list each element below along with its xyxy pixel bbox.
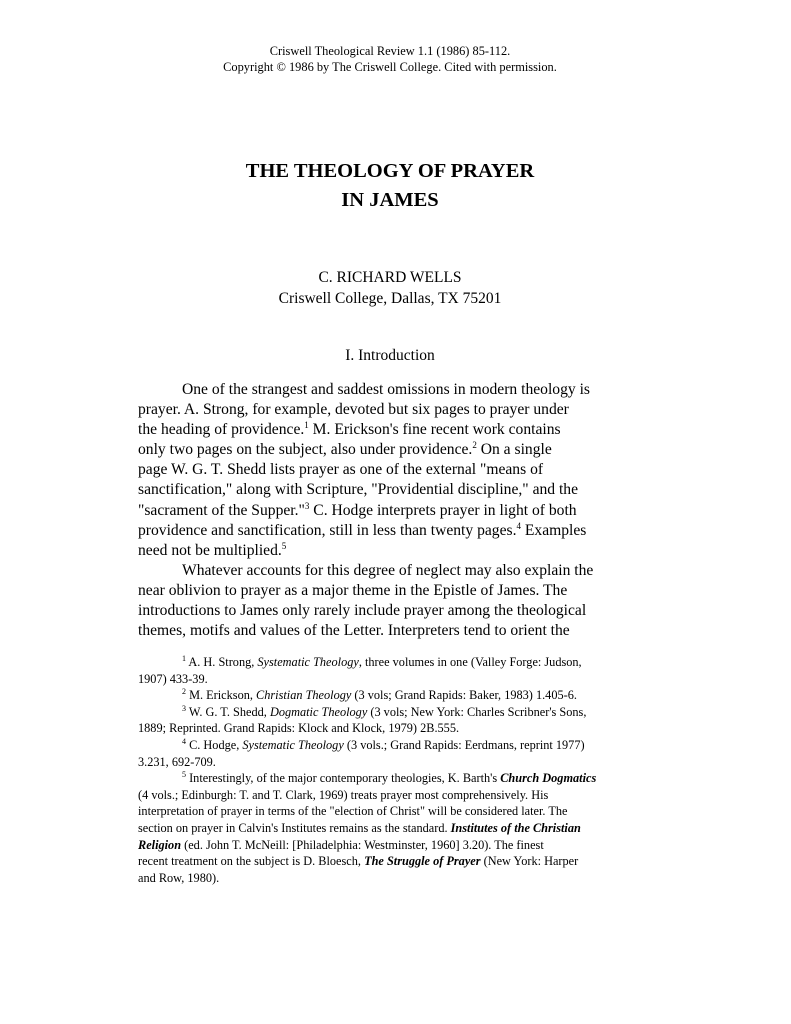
book-title: The Struggle of Prayer bbox=[364, 854, 481, 869]
book-title: Institutes of the Christian bbox=[450, 820, 581, 835]
footnote-line bbox=[138, 687, 648, 704]
footnote-ref-5[interactable]: 5 bbox=[281, 540, 287, 551]
footnote-text: A. H. Strong, bbox=[186, 655, 258, 669]
footnote-line bbox=[138, 837, 648, 854]
footnote-text: section on prayer in Calvin's Institutes remains as the standard. bbox=[138, 820, 451, 835]
body-text: On a single bbox=[476, 441, 552, 459]
book-title: Systematic Theology bbox=[242, 737, 344, 752]
footnote-text: C. Hodge, bbox=[186, 737, 243, 752]
footnote-ref-3[interactable]: 3 bbox=[304, 500, 310, 511]
body-line: near oblivion to prayer as a major theme in the Epistle of James. The bbox=[138, 581, 568, 599]
paragraph-2 bbox=[138, 561, 630, 641]
book-title: Dogmatic Theology bbox=[269, 704, 368, 719]
footnote-number: 3 bbox=[182, 703, 186, 713]
body-line: One of the strangest and saddest omissions in modern theology is bbox=[182, 381, 590, 398]
footnote-number: 1 bbox=[182, 654, 186, 663]
body-text: C. Hodge interprets prayer in light of both bbox=[309, 501, 577, 519]
footnote-ref-2[interactable]: 2 bbox=[472, 440, 477, 451]
body-line bbox=[138, 420, 630, 440]
footnotes bbox=[138, 654, 648, 886]
footnote-line bbox=[138, 770, 648, 787]
footnote-text: M. Erickson, bbox=[186, 688, 257, 703]
footnote-4 bbox=[138, 737, 648, 770]
footnote-line: 3.231, 692-709. bbox=[138, 754, 216, 769]
footnote-1 bbox=[138, 654, 648, 687]
footnote-line bbox=[138, 820, 648, 837]
footnote-text: W. G. T. Shedd, bbox=[186, 704, 270, 719]
article-title bbox=[150, 157, 630, 215]
body-line bbox=[138, 521, 630, 541]
body-line: Whatever accounts for this degree of neglect may also explain the bbox=[182, 561, 594, 579]
footnote-3 bbox=[138, 704, 648, 737]
body-text: Examples bbox=[520, 521, 587, 539]
footnote-ref-4[interactable]: 4 bbox=[516, 520, 521, 531]
body-line: themes, motifs and values of the Letter. Interpreters tend to orient the bbox=[138, 622, 570, 640]
journal-header bbox=[150, 43, 630, 75]
book-title: Church Dogmatics bbox=[500, 771, 597, 786]
body-line bbox=[138, 501, 630, 521]
body-line bbox=[138, 541, 630, 561]
footnote-text: Interestingly, of the major contemporary theologies, K. Barth's bbox=[186, 771, 501, 786]
book-title: Systematic Theology bbox=[257, 655, 359, 669]
author-block bbox=[150, 267, 630, 309]
footnote-5 bbox=[138, 770, 648, 886]
footnote-ref-1[interactable]: 1 bbox=[304, 420, 309, 431]
body-text: providence and sanctification, still in less than twenty pages. bbox=[138, 521, 517, 539]
footnote-line: 1907) 433-39. bbox=[138, 671, 208, 686]
body-line: page W. G. T. Shedd lists prayer as one of the external "means of bbox=[138, 461, 544, 479]
copyright-line: Copyright © 1986 by The Criswell College. Cited with permission. bbox=[223, 60, 557, 74]
author-name: C. RICHARD WELLS bbox=[318, 269, 462, 286]
footnote-number: 4 bbox=[182, 736, 186, 746]
body-text: need not be multiplied. bbox=[138, 541, 282, 559]
body-text: M. Erickson's fine recent work contains bbox=[308, 421, 561, 439]
footnote-line bbox=[138, 853, 648, 870]
footnote-text: , three volumes in one (Valley Forge: Judson, bbox=[358, 655, 582, 669]
footnote-line: (4 vols.; Edinburgh: T. and T. Clark, 1969) treats prayer most comprehensively. His bbox=[138, 787, 549, 802]
book-title: Christian Theology bbox=[256, 688, 352, 703]
body-text: the heading of providence. bbox=[138, 421, 305, 439]
footnote-line: 1889; Reprinted. Grand Rapids: Klock and Klock, 1979) 2B.555. bbox=[138, 721, 460, 736]
footnote-text: (3 vols; Grand Rapids: Baker, 1983) 1.405-6. bbox=[351, 688, 577, 703]
footnote-line bbox=[138, 704, 648, 721]
paragraph-1 bbox=[138, 380, 630, 561]
footnote-text: (3 vols; New York: Charles Scribner's Sons, bbox=[367, 704, 587, 719]
footnote-text: recent treatment on the subject is D. Bloesch, bbox=[138, 854, 365, 869]
article-body bbox=[138, 380, 630, 641]
footnote-text: (ed. John T. McNeill: [Philadelphia: Westminster, 1960] 3.20). The finest bbox=[181, 837, 544, 852]
footnote-number: 2 bbox=[182, 687, 186, 697]
footnote-number: 5 bbox=[182, 770, 186, 780]
body-line: prayer. A. Strong, for example, devoted but six pages to prayer under bbox=[138, 401, 569, 419]
book-title: Religion bbox=[138, 837, 182, 852]
body-line: sanctification," along with Scripture, "Providential discipline," and the bbox=[138, 481, 579, 499]
body-line: introductions to James only rarely include prayer among the theological bbox=[138, 602, 587, 620]
section-heading: I. Introduction bbox=[345, 347, 435, 364]
footnote-line bbox=[138, 737, 648, 754]
author-affiliation: Criswell College, Dallas, TX 75201 bbox=[278, 290, 502, 307]
title-line-2: IN JAMES bbox=[341, 189, 439, 211]
footnote-text: (New York: Harper bbox=[480, 854, 579, 869]
footnote-line: and Row, 1980). bbox=[138, 870, 220, 885]
body-text: only two pages on the subject, also under providence. bbox=[138, 441, 473, 459]
footnote-line bbox=[138, 654, 648, 671]
footnote-2 bbox=[138, 687, 648, 704]
footnote-text: (3 vols.; Grand Rapids: Eerdmans, reprint 1977) bbox=[343, 737, 585, 752]
citation-line: Criswell Theological Review 1.1 (1986) 85-112. bbox=[269, 44, 511, 58]
body-text: "sacrament of the Supper." bbox=[138, 501, 305, 519]
title-line-1: THE THEOLOGY OF PRAYER bbox=[245, 160, 535, 182]
footnote-line: interpretation of prayer in terms of the "election of Christ" will be considered later. The bbox=[138, 804, 568, 819]
body-line bbox=[138, 440, 630, 460]
